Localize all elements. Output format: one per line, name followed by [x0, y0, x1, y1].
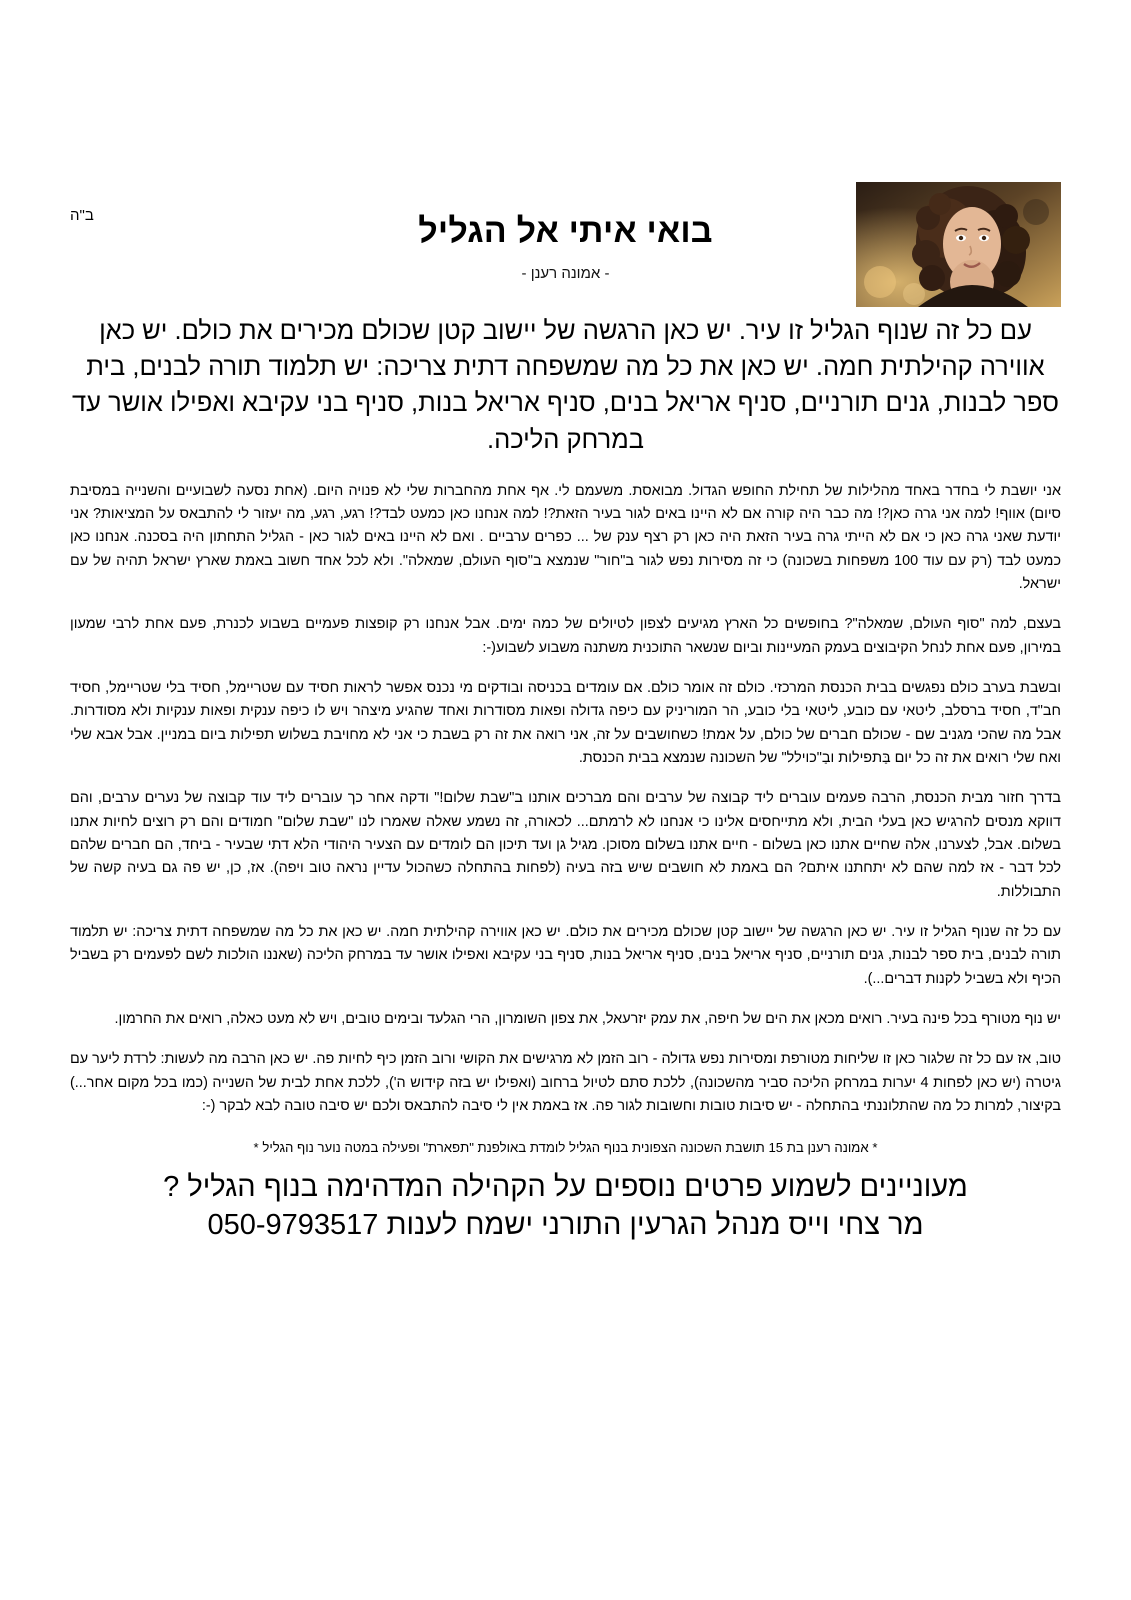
paragraph: אני יושבת לי בחדר באחד מהלילות של תחילת החופש הגדול. מבואסת. משעמם לי. אף אחת מהחברות שלי לא פנויה היום. (אחת נסעה לשבועיים והשנייה במסיבת סיום) אווף! למה אני גרה כאן?! מה כבר היה קורה אם לא היינו באים לגור בעיר הזאת?! למה אנחנו כאן כמעט לבד?! רגע, רגע, מה יעזור לי להתבאס על המציאות? אני יודעת שאני גרה כאן כי אם לא הייתי גרה בעיר הזאת היה כאן רק רצף ענק של ... כפרים ערביים . ואם לא היינו באים לגור כאן - הגליל התחתון היה בסכנה. אנחנו כאן כמעט לבד (רק עם עוד 100 משפחות בשכונה) כי זה מסירות נפש לגור ב"חור" שנמצא ב"סוף העולם, שמאלה". ולא לכל אחד חשוב באמת שארץ ישראל תהיה של עם ישראל. — [70, 482, 1061, 593]
page-title: בואי איתי אל הגליל — [418, 212, 713, 250]
author-footnote: * אמונה רענן בת 15 תושבת השכונה הצפונית בנוף הגליל לומדת באולפנת "תפארת" ופעילה במטה נוער נוף הגליל * — [253, 1140, 878, 1156]
body-text — [70, 480, 1061, 1119]
paragraph: בדרך חזור מבית הכנסת, הרבה פעמים עוברים ליד קבוצה של ערבים והם מברכים אותנו ב"שבת שלום!" ודקה אחר כך עוברים ליד עוד קבוצה של נערים ערבים, והם דווקא מנסים להרגיש כאן בעלי הבית, ולא מתייחסים אלינו כי אנחנו לא לרמתם... לכאורה, זה נשמע שאלה שאמרו לנו "שבת שלום" חמודים והם רק רוצים לחיות אתנו בשלום. אבל, לצערנו, אלה שחיים אתנו כאן בשלום - חיים אתנו בשלום מסוכן. מגיל גן ועד תיכון הם לומדים עם הצעיר היהודי הלא דתי שבעיר - ביחד, הם חברים שלהם לכל דבר - אז למה שהם לא יתחתנו איתם? הם באמת לא חושבים שיש בזה בעיה (לפחות בהתחלה כשהכול עדיין נראה טוב ויפה). אז, כן, יש פה גם בעיה קשה של התבוללות. — [70, 790, 1061, 900]
paragraph: ובשבת בערב כולם נפגשים בבית הכנסת המרכזי. כולם זה אומר כולם. אם עומדים בכניסה ובודקים מי נכנס אפשר לראות חסיד עם שטריימל, חסיד בלי שטריימל, חסיד חב"ד, חסיד ברסלב, ליטאי עם כובע, ליטאי בלי כובע, הר המוריניק עם כיפה גדולה ופאות מסודרות ואחד שהגיע מיצהר ויש לו כיפה ענקית ופאות ענקיות ולא מסודרות. אבל מה שהכי מגניב שם - שכולם חברים של כולם, על אמת! כשחושבים על זה, אני רואה את זה רק בשבת כי אני לא מחויבת בשלוש תפילות ביום במניין. אבל אבא שלי ואח שלי רואים את זה כל יום בַּתפילות ובַ"כוילל" של השכונה שנמצא בבית הכנסת. — [70, 680, 1061, 767]
contact-block — [70, 1169, 1061, 1244]
bh-mark: ב"ה — [70, 207, 94, 224]
byline: - אמונה רענן - — [521, 265, 610, 283]
paragraph: בעצם, למה "סוף העולם, שמאלה"? בחופשים כל הארץ מגיעים לצפון לטיולים של כמה ימים. אבל אנחנו רק קופצות פעמיים בשבוע לכנרת, פעם אחת לרבי שמעון במירון, פעם אחת לנחל הקיבוצים בעמק המעיינות וביום שנשאר התוכנית משתנה משבוע לשבוע(-: — [70, 616, 1061, 656]
portrait-photo — [856, 182, 1061, 307]
paragraph: טוב, אז עם כל זה שלגור כאן זו שליחות מטורפת ומסירות נפש גדולה - רוב הזמן לא מרגישים את הקושי ורוב הזמן כיף לחיות פה. יש כאן הרבה מה לעשות: לרדת ליער עם גיטרה (יש כאן לפחות 4 יערות במרחק הליכה סביר מהשכונה), ללכת סתם לטיול ברחוב (ואפילו יש בזה קידוש ה'), ללכת אחת לבית של השנייה (כמו בכל מקום אחר...) בקיצור, למרות כל מה שהתלוננתי בהתחלה - יש סיבות טובות וחשובות לגור פה. אז באמת אין לי סיבה להתבאס ולכם יש סיבה טובה לבא לבקר (-: — [70, 1051, 1061, 1115]
lead-paragraph: עם כל זה שנוף הגליל זו עיר. יש כאן הרגשה של יישוב קטן שכולם מכירים את כולם. יש כאן אווירה קהילתית חמה. יש כאן את כל מה שמשפחה דתית צריכה: יש תלמוד תורה לבנים, בית ספר לבנות, גנים תורניים, סניף אריאל בנים, סניף אריאל בנות, סניף בני עקיבא ואפילו אושר עד במרחק הליכה. — [72, 317, 1059, 454]
paragraph: יש נוף מטורף בכל פינה בעיר. רואים מכאן את הים של חיפה, את עמק יזרעאל, את צפון השומרון, הרי הגלעד ובימים טובים, ויש לא מעט כאלה, רואים את החרמון. — [114, 1011, 1061, 1028]
portrait-image — [856, 182, 1061, 307]
contact-line-1: מעוניינים לשמוע פרטים נוספים על הקהילה המדהימה בנוף הגליל ? — [163, 1171, 968, 1204]
paragraph: עם כל זה שנוף הגליל זו עיר. יש כאן הרגשה של יישוב קטן שכולם מכירים את כולם. יש כאן אווירה קהילתית חמה. יש כאן את כל מה שמשפחה דתית צריכה: יש תלמוד תורה לבנים, בית ספר לבנות, גנים תורניים, סניף אריאל בנים, סניף אריאל בנות, סניף בני עקיבא ואפילו אושר עד במרחק הליכה (שאננו הולכות לשם לפעמים רק בשביל הכיף ולא בשביל לקנות דברים...). — [70, 924, 1061, 987]
document-header — [70, 170, 1061, 295]
contact-line-2: מר צחי וייס מנהל הגרעין התורני ישמח לענות 050-9793517 — [207, 1209, 924, 1242]
